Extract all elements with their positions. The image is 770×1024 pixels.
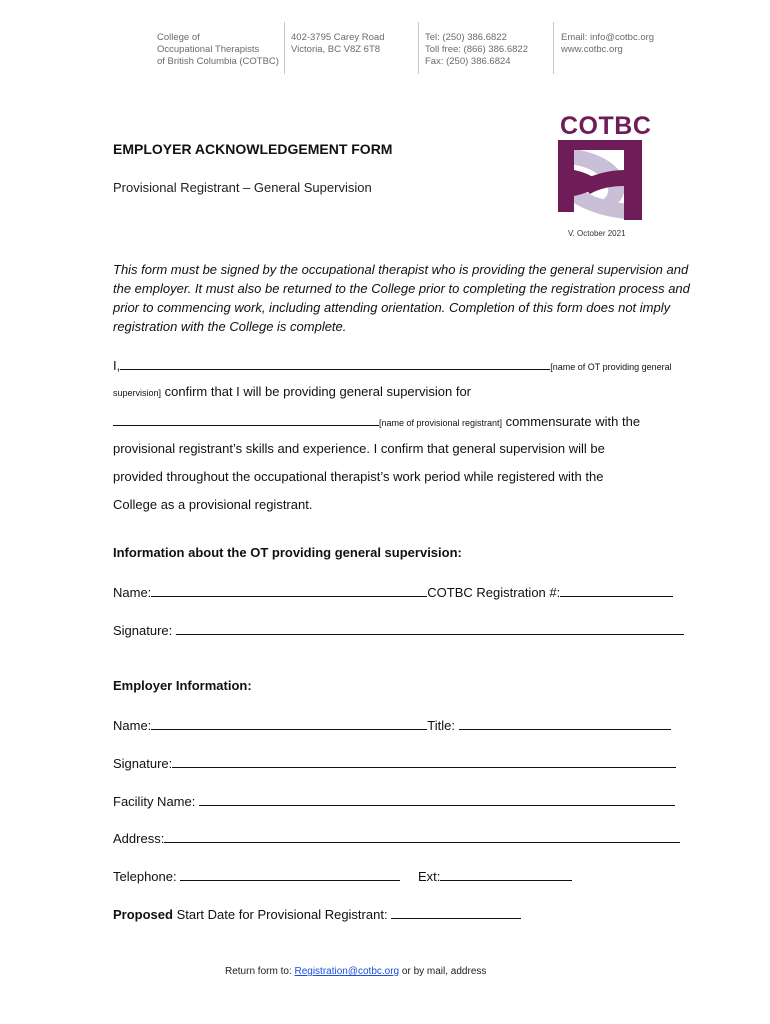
address-label: Address:	[113, 831, 165, 846]
address-field[interactable]	[164, 829, 680, 843]
ot-signature-row	[113, 621, 684, 638]
telephone-field[interactable]	[180, 867, 400, 881]
ot-reg-label: COTBC Registration #:	[427, 585, 561, 600]
form-title: EMPLOYER ACKNOWLEDGEMENT FORM	[113, 141, 393, 157]
statement-line-6: College as a provisional registrant.	[113, 497, 313, 512]
facility-name-row	[113, 792, 675, 809]
employer-name-label: Name:	[113, 718, 152, 733]
version-label: V. October 2021	[568, 229, 626, 238]
phone-line: Tel: (250) 386.6822	[425, 32, 507, 43]
statement-prefix: I,	[113, 358, 121, 373]
letterhead-address	[291, 32, 384, 56]
commensurate-text: commensurate with the	[502, 414, 641, 429]
ot-name-row	[113, 583, 673, 600]
address-line: Victoria, BC V8Z 6T8	[291, 44, 381, 55]
footer-prefix: Return form to:	[225, 966, 295, 977]
employer-signature-field[interactable]	[172, 754, 676, 768]
org-line: of British Columbia (COTBC)	[157, 56, 279, 67]
start-date-label-bold: Proposed	[113, 907, 173, 922]
employer-signature-row	[113, 754, 676, 771]
letterhead-phone	[425, 32, 528, 68]
letterhead-divider	[418, 22, 419, 74]
telephone-row	[113, 867, 400, 884]
ot-name-field[interactable]	[151, 583, 427, 597]
employer-title-label: Title:	[427, 718, 455, 733]
address-row	[113, 829, 680, 846]
ext-row	[418, 867, 572, 884]
statement-line-3	[113, 412, 640, 429]
cotbc-logo-text: COTBC	[560, 112, 652, 140]
instructions-paragraph: This form must be signed by the occupational therapist who is providing the general supervision and the employer. It must also be returned to the College prior to completing the registration process and prior to commencing work, including attending orientation. Completion of this form does not imply registration with the College is complete.	[113, 262, 690, 334]
address-line: 402-3795 Carey Road	[291, 32, 385, 43]
org-line: College of	[157, 32, 200, 43]
statement-line-1	[113, 356, 672, 373]
footer-suffix: or by mail, address	[399, 966, 487, 977]
registrant-name-input[interactable]	[113, 412, 379, 426]
employer-name-row	[113, 716, 671, 733]
registrant-name-hint: [name of provisional registrant]	[379, 418, 503, 428]
footer-note	[225, 966, 486, 977]
org-line: Occupational Therapists	[157, 44, 260, 55]
phone-line: Toll free: (866) 386.6822	[425, 44, 528, 55]
cotbc-logo-icon	[558, 140, 644, 222]
registration-email-link[interactable]: Registration@cotbc.org	[294, 966, 400, 977]
employer-title-field[interactable]	[459, 716, 671, 730]
letterhead-divider	[284, 22, 285, 74]
website-line: www.cotbc.org	[561, 44, 623, 55]
employer-name-field[interactable]	[151, 716, 427, 730]
ot-signature-label: Signature:	[113, 623, 173, 638]
employer-section-heading: Employer Information:	[113, 678, 252, 693]
ot-name-hint-cont: supervision]	[113, 388, 162, 398]
statement-line-4: provisional registrant’s skills and experience. I confirm that general supervision will be	[113, 441, 605, 456]
letterhead-divider	[553, 22, 554, 74]
ext-field[interactable]	[440, 867, 572, 881]
telephone-label: Telephone:	[113, 869, 177, 884]
start-date-field[interactable]	[391, 905, 521, 919]
ot-section-heading: Information about the OT providing general supervision:	[113, 545, 462, 560]
phone-line: Fax: (250) 386.6824	[425, 56, 511, 67]
statement-line-5: provided throughout the occupational therapist’s work period while registered with the	[113, 469, 604, 484]
letterhead-org	[157, 32, 279, 68]
facility-name-field[interactable]	[199, 792, 675, 806]
ot-signature-field[interactable]	[176, 621, 684, 635]
facility-name-label: Facility Name:	[113, 794, 196, 809]
form-subtitle: Provisional Registrant – General Supervision	[113, 180, 372, 195]
employer-signature-label: Signature:	[113, 756, 173, 771]
start-date-row	[113, 905, 521, 922]
ext-label: Ext:	[418, 869, 441, 884]
statement-line-2	[113, 384, 471, 399]
email-line: Email: info@cotbc.org	[561, 32, 655, 43]
ot-name-hint: [name of OT providing general	[550, 362, 672, 372]
letterhead-web	[561, 32, 654, 56]
ot-name-label: Name:	[113, 585, 152, 600]
ot-registration-field[interactable]	[560, 583, 673, 597]
confirm-text: confirm that I will be providing general supervision for	[161, 384, 472, 399]
start-date-label: Start Date for Provisional Registrant:	[172, 907, 388, 922]
ot-name-input[interactable]	[120, 356, 550, 370]
